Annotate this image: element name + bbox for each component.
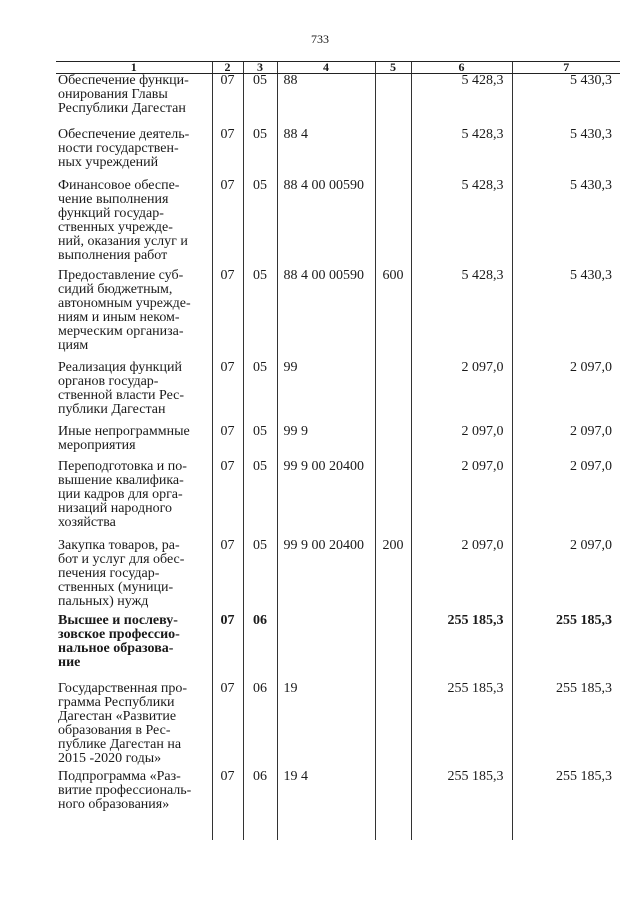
row-subsection-code: 05 [243, 269, 277, 361]
row-subsection-code: 05 [243, 74, 277, 128]
row-expense-type-code [375, 425, 411, 460]
row-amount-col6: 2 097,0 [411, 361, 512, 425]
row-name [56, 539, 212, 614]
row-name-text: Подпрограмма «Раз- витие профессиональ- ного образования» [58, 768, 192, 812]
row-name [56, 682, 212, 770]
row-section-code: 07 [212, 128, 243, 179]
row-amount-col6: 5 428,3 [411, 74, 512, 128]
row-section-code: 07 [212, 539, 243, 614]
row-name [56, 460, 212, 539]
row-amount-col6: 5 428,3 [411, 269, 512, 361]
row-subsection-code: 05 [243, 361, 277, 425]
row-target-article-code: 99 [277, 361, 375, 425]
row-subsection-code: 05 [243, 460, 277, 539]
row-target-article-code: 88 4 00 00590 [277, 269, 375, 361]
row-target-article-code: 88 4 [277, 128, 375, 179]
row-subsection-code: 05 [243, 128, 277, 179]
row-target-article-code: 19 4 [277, 770, 375, 840]
row-name-text: Финансовое обеспе- чение выполнения функций государ- ственных учрежде- ний, оказания услуг и выполнения работ [58, 177, 188, 263]
row-amount-col6: 2 097,0 [411, 539, 512, 614]
table-row [56, 269, 620, 361]
table-row [56, 128, 620, 179]
page-number: 733 [311, 32, 329, 46]
table-row [56, 539, 620, 614]
row-section-code: 07 [212, 770, 243, 840]
row-expense-type-code [375, 361, 411, 425]
row-section-code: 07 [212, 425, 243, 460]
column-header: 6 [411, 62, 512, 74]
row-amount-col7: 5 430,3 [512, 74, 620, 128]
budget-table [56, 61, 620, 840]
row-name-text: Реализация функций органов государ- ственной власти Рес- публики Дагестан [58, 359, 185, 417]
row-amount-col6: 5 428,3 [411, 128, 512, 179]
row-amount-col6: 5 428,3 [411, 179, 512, 269]
row-subsection-code: 05 [243, 539, 277, 614]
row-expense-type-code: 200 [375, 539, 411, 614]
table-row [56, 460, 620, 539]
row-name [56, 74, 212, 128]
row-amount-col7: 2 097,0 [512, 460, 620, 539]
row-target-article-code: 88 4 00 00590 [277, 179, 375, 269]
row-amount-col7: 2 097,0 [512, 539, 620, 614]
row-section-code: 07 [212, 179, 243, 269]
column-header: 4 [277, 62, 375, 74]
table-row [56, 425, 620, 460]
row-name-text: Переподготовка и по- вышение квалифика- ции кадров для орга- низаций народного хозяйства [58, 458, 187, 530]
table-row [56, 770, 620, 840]
row-expense-type-code [375, 460, 411, 539]
row-name-text: Обеспечение деятель- ности государствен- ных учреждений [58, 126, 190, 170]
row-expense-type-code [375, 74, 411, 128]
row-target-article-code: 99 9 00 20400 [277, 460, 375, 539]
row-name-text: Иные непрограммные мероприятия [58, 423, 190, 453]
table-row [56, 682, 620, 770]
row-name [56, 128, 212, 179]
row-expense-type-code [375, 770, 411, 840]
row-amount-col7: 255 185,3 [512, 614, 620, 682]
row-name-text: Обеспечение функци- онирования Главы Республики Дагестан [58, 73, 189, 116]
row-expense-type-code: 600 [375, 269, 411, 361]
row-amount-col7: 255 185,3 [512, 682, 620, 770]
row-amount-col7: 255 185,3 [512, 770, 620, 840]
table-row [56, 74, 620, 128]
row-subsection-code: 05 [243, 425, 277, 460]
row-amount-col7: 5 430,3 [512, 179, 620, 269]
row-amount-col6: 255 185,3 [411, 682, 512, 770]
row-target-article-code: 88 [277, 74, 375, 128]
row-amount-col6: 255 185,3 [411, 770, 512, 840]
row-section-code: 07 [212, 682, 243, 770]
row-name-text: Предоставление суб- сидий бюджетным, автономным учрежде- ниям и иным неком- мерческим организа- циям [58, 267, 191, 353]
row-name-text: Государственная про- грамма Республики Дагестан «Развитие образования в Рес- публике Дагестан на 2015 -2020 годы» [58, 680, 188, 766]
row-section-code: 07 [212, 269, 243, 361]
row-amount-col7: 5 430,3 [512, 269, 620, 361]
row-section-code: 07 [212, 460, 243, 539]
row-subsection-code: 06 [243, 770, 277, 840]
row-amount-col6: 2 097,0 [411, 425, 512, 460]
row-amount-col7: 2 097,0 [512, 361, 620, 425]
row-subsection-code: 06 [243, 682, 277, 770]
row-name [56, 425, 212, 460]
row-expense-type-code [375, 614, 411, 682]
column-header: 3 [243, 62, 277, 74]
table-row [56, 179, 620, 269]
row-name [56, 361, 212, 425]
row-amount-col7: 5 430,3 [512, 128, 620, 179]
table-row [56, 614, 620, 682]
row-section-code: 07 [212, 74, 243, 128]
row-name-text: Высшее и послеву- зовское профессио- нальное образова- ние [58, 612, 180, 670]
column-header: 5 [375, 62, 411, 74]
table-row [56, 361, 620, 425]
row-name [56, 770, 212, 840]
row-subsection-code: 05 [243, 179, 277, 269]
row-section-code: 07 [212, 614, 243, 682]
row-subsection-code: 06 [243, 614, 277, 682]
column-header: 1 [56, 62, 212, 74]
row-target-article-code: 99 9 [277, 425, 375, 460]
table-body [56, 74, 620, 840]
row-name [56, 179, 212, 269]
column-header: 2 [212, 62, 243, 74]
row-expense-type-code [375, 179, 411, 269]
row-amount-col6: 255 185,3 [411, 614, 512, 682]
row-name [56, 614, 212, 682]
row-section-code: 07 [212, 361, 243, 425]
table-header-row [56, 62, 620, 74]
row-expense-type-code [375, 682, 411, 770]
row-expense-type-code [375, 128, 411, 179]
row-amount-col7: 2 097,0 [512, 425, 620, 460]
row-amount-col6: 2 097,0 [411, 460, 512, 539]
row-target-article-code [277, 614, 375, 682]
row-target-article-code: 19 [277, 682, 375, 770]
row-target-article-code: 99 9 00 20400 [277, 539, 375, 614]
column-header: 7 [512, 62, 620, 74]
row-name-text: Закупка товаров, ра- бот и услуг для обес- печения государ- ственных (муници- пальных) нужд [58, 537, 185, 609]
row-name [56, 269, 212, 361]
